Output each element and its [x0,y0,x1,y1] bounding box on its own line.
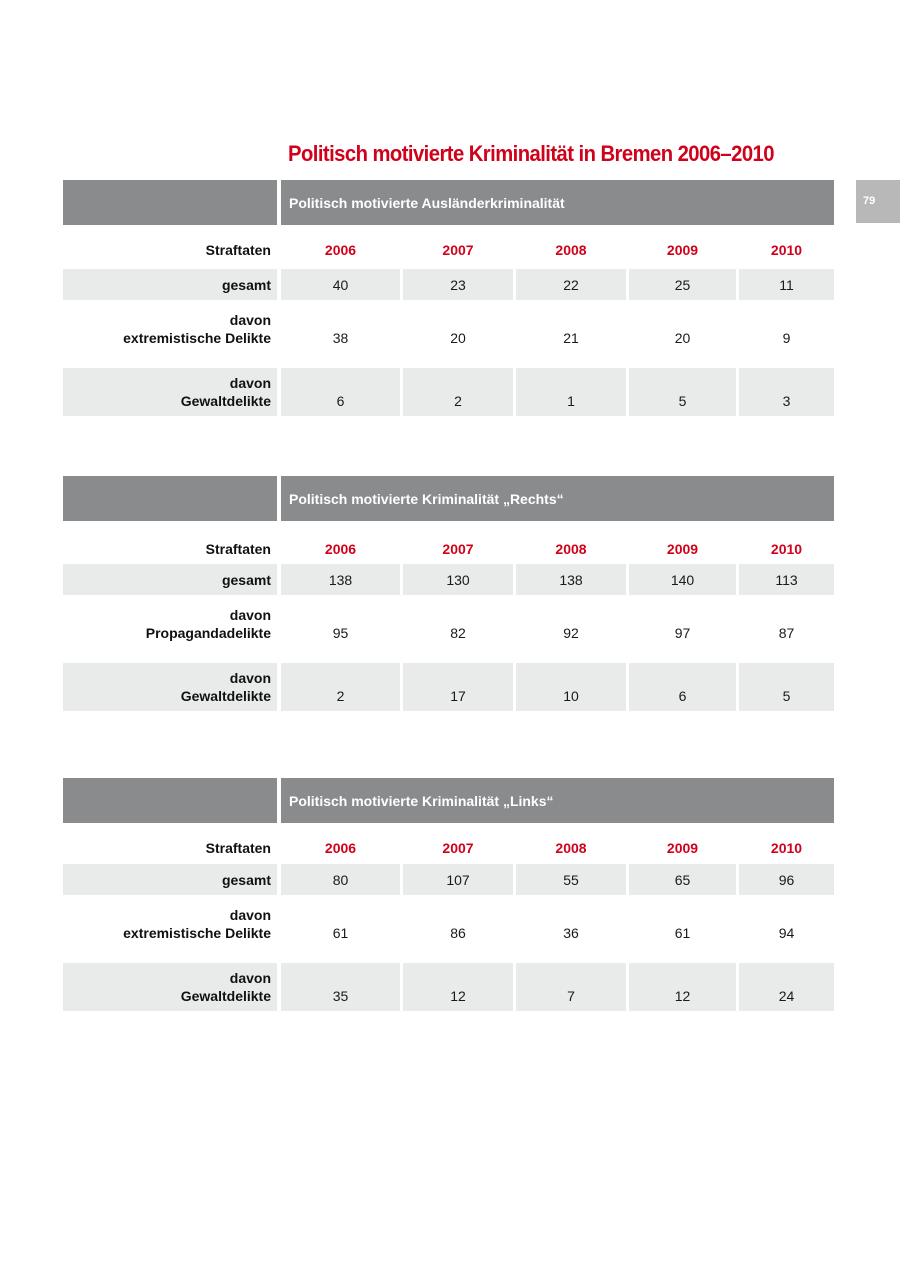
table-cell: 24 [739,963,834,1011]
table-cell: 138 [281,564,400,595]
year-label: 2006 [324,242,357,258]
table-cell: 130 [403,564,513,595]
row-label-line: Gewaltdelikte [180,393,271,409]
table-row [63,269,834,300]
table-cell: 17 [403,663,513,711]
row-header-label: Straftaten [205,541,271,557]
table-header [63,476,834,521]
row-label: gesamt [221,572,271,588]
header-blank-cell [63,180,277,225]
row-label-line: Gewaltdelikte [180,688,271,704]
table-row [63,307,834,361]
row-label-line: extremistische Delikte [123,925,271,941]
table-cell: 2 [281,663,400,711]
year-label: 2008 [555,242,587,258]
row-label [63,669,271,705]
table-cell: 6 [629,663,736,711]
row-label [63,374,271,410]
table-links [63,778,834,1004]
table-cell: 40 [281,269,400,300]
table-rechts [63,476,834,704]
table-cell: 11 [739,269,834,300]
table-row [63,902,834,956]
year-label: 2007 [442,242,474,258]
table-row [63,963,834,1011]
table-cell: 21 [563,330,579,346]
table-heading: Politisch motivierte Kriminalität „Links“ [281,778,834,823]
table-cell: 38 [332,330,349,346]
table-cell: 20 [450,330,466,346]
table-cell: 20 [674,330,691,346]
year-label: 2006 [324,840,357,856]
table-cell: 61 [332,925,349,941]
row-label-line: davon [229,670,271,686]
page-number: 79 [856,180,900,223]
year-label: 2009 [666,242,699,258]
table-cell: 65 [629,864,736,895]
table-cell: 86 [450,925,466,941]
table-cell: 12 [403,963,513,1011]
table-cell: 95 [332,625,349,641]
row-label: gesamt [221,277,271,293]
table-row [63,564,834,595]
year-label: 2009 [666,840,699,856]
year-label: 2007 [442,840,474,856]
table-cell: 10 [516,663,626,711]
row-label-line: davon [229,970,271,986]
year-label: 2007 [442,541,474,557]
table-row [63,368,834,416]
table-cell: 82 [450,625,466,641]
year-row [63,836,834,860]
table-row [63,864,834,895]
row-label [63,311,271,347]
year-label: 2010 [770,840,803,856]
table-cell: 23 [403,269,513,300]
table-cell: 2 [403,368,513,416]
row-label [63,969,271,1005]
row-header-label: Straftaten [205,840,271,856]
table-cell: 12 [629,963,736,1011]
year-label: 2010 [770,242,803,258]
row-header-label: Straftaten [205,242,271,258]
row-label [63,606,271,642]
table-cell: 140 [629,564,736,595]
row-label-line: Gewaltdelikte [180,988,271,1004]
table-cell: 97 [674,625,691,641]
year-label: 2008 [555,840,587,856]
year-label: 2008 [555,541,587,557]
table-cell: 25 [629,269,736,300]
table-cell: 113 [739,564,834,595]
table-cell: 35 [281,963,400,1011]
table-cell: 5 [629,368,736,416]
row-label [63,906,271,942]
table-heading: Politisch motivierte Kriminalität „Rechts“ [281,476,834,521]
table-cell: 107 [403,864,513,895]
year-row [63,238,834,262]
year-label: 2006 [324,541,357,557]
page-title: Politisch motivierte Kriminalität in Bremen 2006–2010 [288,141,774,166]
table-cell: 22 [516,269,626,300]
table-cell: 92 [563,625,579,641]
table-cell: 3 [739,368,834,416]
table-cell: 5 [739,663,834,711]
table-auslaenderkriminalitaet [63,180,834,409]
row-label-line: davon [229,375,271,391]
table-header [63,778,834,823]
table-cell: 1 [516,368,626,416]
row-label-line: Propagandadelikte [145,625,271,641]
header-blank-cell [63,778,277,823]
table-cell: 55 [516,864,626,895]
table-heading: Politisch motivierte Ausländerkriminalität [281,180,834,225]
table-cell: 94 [778,925,795,941]
year-label: 2010 [770,541,803,557]
row-label-line: davon [229,907,271,923]
year-row [63,537,834,561]
table-cell: 61 [674,925,691,941]
table-cell: 96 [739,864,834,895]
table-row [63,602,834,656]
table-cell: 87 [778,625,795,641]
row-label: gesamt [221,872,271,888]
table-cell: 7 [516,963,626,1011]
table-row [63,663,834,711]
table-cell: 6 [281,368,400,416]
year-label: 2009 [666,541,699,557]
table-cell: 138 [516,564,626,595]
row-label-line: davon [229,607,271,623]
table-cell: 9 [782,330,791,346]
table-header [63,180,834,225]
row-label-line: extremistische Delikte [123,330,271,346]
row-label-line: davon [229,312,271,328]
table-cell: 80 [281,864,400,895]
table-cell: 36 [563,925,579,941]
header-blank-cell [63,476,277,521]
